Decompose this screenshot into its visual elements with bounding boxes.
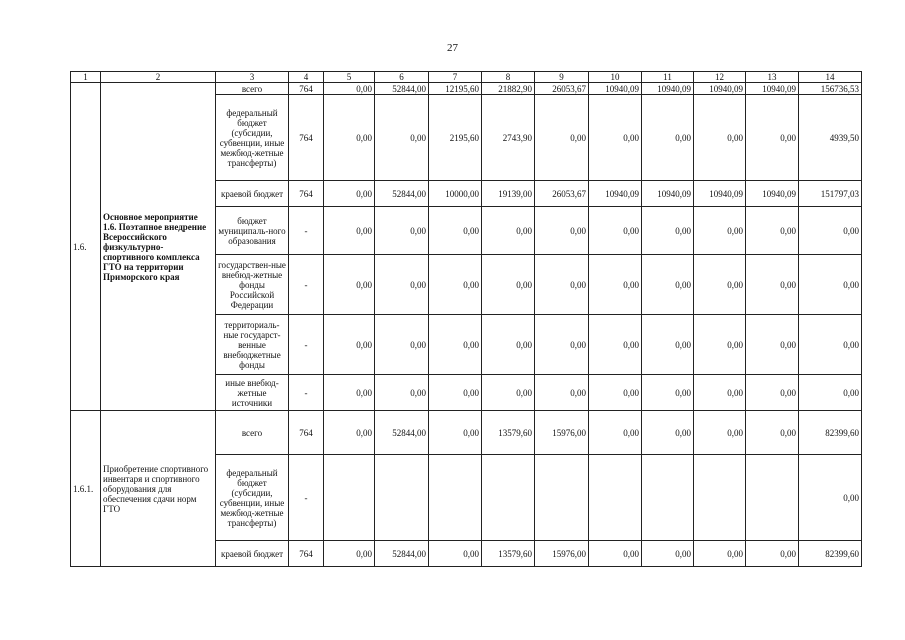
amount-cell: 0,00 — [535, 95, 589, 181]
amount-cell: 0,00 — [482, 315, 535, 375]
amount-cell: 0,00 — [694, 411, 746, 455]
amount-cell: 0,00 — [535, 375, 589, 411]
amount-cell: 0,00 — [429, 541, 482, 567]
amount-cell: 0,00 — [694, 315, 746, 375]
amount-cell: 0,00 — [482, 207, 535, 255]
funding-source: территориаль-ные государст-венные внебюджетные фонды — [216, 315, 289, 375]
column-header: 5 — [324, 72, 375, 83]
amount-cell: 0,00 — [375, 315, 429, 375]
amount-cell: 0,00 — [799, 455, 862, 541]
amount-cell: 0,00 — [589, 541, 642, 567]
amount-cell: 0,00 — [589, 375, 642, 411]
amount-cell: 4939,50 — [799, 95, 862, 181]
grbs-code: - — [289, 315, 324, 375]
amount-cell: 0,00 — [324, 411, 375, 455]
header-row — [71, 72, 862, 83]
amount-cell: 0,00 — [324, 95, 375, 181]
amount-cell: 0,00 — [375, 207, 429, 255]
amount-cell: 10000,00 — [429, 181, 482, 207]
amount-cell: 2743,90 — [482, 95, 535, 181]
amount-cell: 2195,60 — [429, 95, 482, 181]
amount-cell: 0,00 — [746, 95, 799, 181]
funding-source: всего — [216, 83, 289, 95]
amount-cell: 12195,60 — [429, 83, 482, 95]
amount-cell: 0,00 — [429, 375, 482, 411]
amount-cell: 52844,00 — [375, 83, 429, 95]
amount-cell: 0,00 — [324, 375, 375, 411]
amount-cell — [429, 455, 482, 541]
amount-cell — [482, 455, 535, 541]
funding-source: федеральный бюджет (субсидии, субвенции, иные межбюд-жетные трансферты) — [216, 95, 289, 181]
amount-cell: 0,00 — [799, 255, 862, 315]
amount-cell: 0,00 — [429, 315, 482, 375]
amount-cell: 0,00 — [642, 375, 694, 411]
grbs-code: 764 — [289, 541, 324, 567]
grbs-code: 764 — [289, 83, 324, 95]
amount-cell: 0,00 — [589, 411, 642, 455]
amount-cell: 0,00 — [324, 181, 375, 207]
amount-cell: 0,00 — [535, 207, 589, 255]
grbs-code: 764 — [289, 95, 324, 181]
activity-title: Приобретение спортивного инвентаря и спортивного оборудования для обеспечения сдачи норм ГТО — [101, 411, 216, 567]
funding-source: краевой бюджет — [216, 181, 289, 207]
amount-cell: 15976,00 — [535, 541, 589, 567]
amount-cell: 10940,09 — [746, 83, 799, 95]
column-header: 4 — [289, 72, 324, 83]
column-header: 13 — [746, 72, 799, 83]
amount-cell: 0,00 — [482, 375, 535, 411]
amount-cell: 0,00 — [589, 95, 642, 181]
column-header: 14 — [799, 72, 862, 83]
amount-cell: 0,00 — [642, 255, 694, 315]
amount-cell: 0,00 — [799, 375, 862, 411]
page-number: 27 — [447, 42, 458, 54]
amount-cell: 0,00 — [746, 207, 799, 255]
amount-cell: 0,00 — [324, 83, 375, 95]
table-row — [71, 411, 862, 455]
amount-cell: 0,00 — [535, 255, 589, 315]
funding-source: иные внебюд-жетные источники — [216, 375, 289, 411]
funding-source: краевой бюджет — [216, 541, 289, 567]
amount-cell — [375, 455, 429, 541]
amount-cell: 0,00 — [694, 255, 746, 315]
amount-cell: 0,00 — [429, 207, 482, 255]
amount-cell: 52844,00 — [375, 541, 429, 567]
budget-table — [70, 71, 862, 567]
amount-cell — [694, 455, 746, 541]
amount-cell: 0,00 — [746, 255, 799, 315]
amount-cell: 0,00 — [324, 207, 375, 255]
amount-cell: 0,00 — [799, 207, 862, 255]
column-header: 12 — [694, 72, 746, 83]
column-header: 8 — [482, 72, 535, 83]
amount-cell — [589, 455, 642, 541]
table-row — [71, 83, 862, 95]
amount-cell: 19139,00 — [482, 181, 535, 207]
funding-source: государствен-ные внебюд-жетные фонды Российской Федерации — [216, 255, 289, 315]
amount-cell: 0,00 — [799, 315, 862, 375]
amount-cell: 0,00 — [375, 375, 429, 411]
amount-cell: 0,00 — [694, 95, 746, 181]
column-header: 2 — [101, 72, 216, 83]
row-code: 1.6. — [71, 83, 101, 411]
column-header: 3 — [216, 72, 289, 83]
amount-cell: 82399,60 — [799, 541, 862, 567]
amount-cell: 0,00 — [324, 315, 375, 375]
amount-cell: 10940,09 — [642, 83, 694, 95]
amount-cell: 52844,00 — [375, 181, 429, 207]
amount-cell: 82399,60 — [799, 411, 862, 455]
amount-cell: 26053,67 — [535, 83, 589, 95]
amount-cell: 21882,90 — [482, 83, 535, 95]
amount-cell: 0,00 — [642, 411, 694, 455]
amount-cell: 0,00 — [589, 255, 642, 315]
amount-cell: 156736,53 — [799, 83, 862, 95]
amount-cell: 15976,00 — [535, 411, 589, 455]
amount-cell: 10940,09 — [642, 181, 694, 207]
amount-cell: 0,00 — [375, 255, 429, 315]
amount-cell: 151797,03 — [799, 181, 862, 207]
amount-cell: 0,00 — [694, 541, 746, 567]
amount-cell: 0,00 — [589, 207, 642, 255]
amount-cell: 10940,09 — [589, 181, 642, 207]
amount-cell: 26053,67 — [535, 181, 589, 207]
grbs-code: 764 — [289, 411, 324, 455]
amount-cell: 0,00 — [429, 411, 482, 455]
funding-source: федеральный бюджет (субсидии, субвенции, иные межбюд-жетные трансферты) — [216, 455, 289, 541]
amount-cell: 0,00 — [642, 315, 694, 375]
column-header: 10 — [589, 72, 642, 83]
grbs-code: - — [289, 255, 324, 315]
column-header: 7 — [429, 72, 482, 83]
amount-cell: 0,00 — [642, 207, 694, 255]
funding-source: всего — [216, 411, 289, 455]
amount-cell: 0,00 — [589, 315, 642, 375]
amount-cell: 52844,00 — [375, 411, 429, 455]
amount-cell: 0,00 — [642, 541, 694, 567]
amount-cell: 0,00 — [482, 255, 535, 315]
amount-cell: 0,00 — [324, 541, 375, 567]
amount-cell: 10940,09 — [694, 181, 746, 207]
amount-cell: 0,00 — [746, 375, 799, 411]
amount-cell: 0,00 — [694, 207, 746, 255]
column-header: 11 — [642, 72, 694, 83]
amount-cell: 13579,60 — [482, 541, 535, 567]
amount-cell: 13579,60 — [482, 411, 535, 455]
amount-cell: 0,00 — [694, 375, 746, 411]
grbs-code: - — [289, 207, 324, 255]
amount-cell — [535, 455, 589, 541]
amount-cell: 10940,09 — [589, 83, 642, 95]
amount-cell — [324, 455, 375, 541]
funding-source: бюджет муниципаль-ного образования — [216, 207, 289, 255]
row-code: 1.6.1. — [71, 411, 101, 567]
amount-cell: 10940,09 — [746, 181, 799, 207]
amount-cell: 0,00 — [746, 541, 799, 567]
column-header: 1 — [71, 72, 101, 83]
amount-cell: 0,00 — [746, 315, 799, 375]
amount-cell — [746, 455, 799, 541]
amount-cell: 0,00 — [642, 95, 694, 181]
amount-cell: 0,00 — [429, 255, 482, 315]
column-header: 9 — [535, 72, 589, 83]
activity-title: Основное мероприятие 1.6. Поэтапное внедрение Всероссийского физкультурно-спортивного комплекса ГТО на территории Приморского края — [101, 83, 216, 411]
amount-cell: 0,00 — [746, 411, 799, 455]
column-header: 6 — [375, 72, 429, 83]
amount-cell — [642, 455, 694, 541]
grbs-code: - — [289, 375, 324, 411]
amount-cell: 10940,09 — [694, 83, 746, 95]
grbs-code: - — [289, 455, 324, 541]
amount-cell: 0,00 — [375, 95, 429, 181]
amount-cell: 0,00 — [324, 255, 375, 315]
amount-cell: 0,00 — [535, 315, 589, 375]
grbs-code: 764 — [289, 181, 324, 207]
